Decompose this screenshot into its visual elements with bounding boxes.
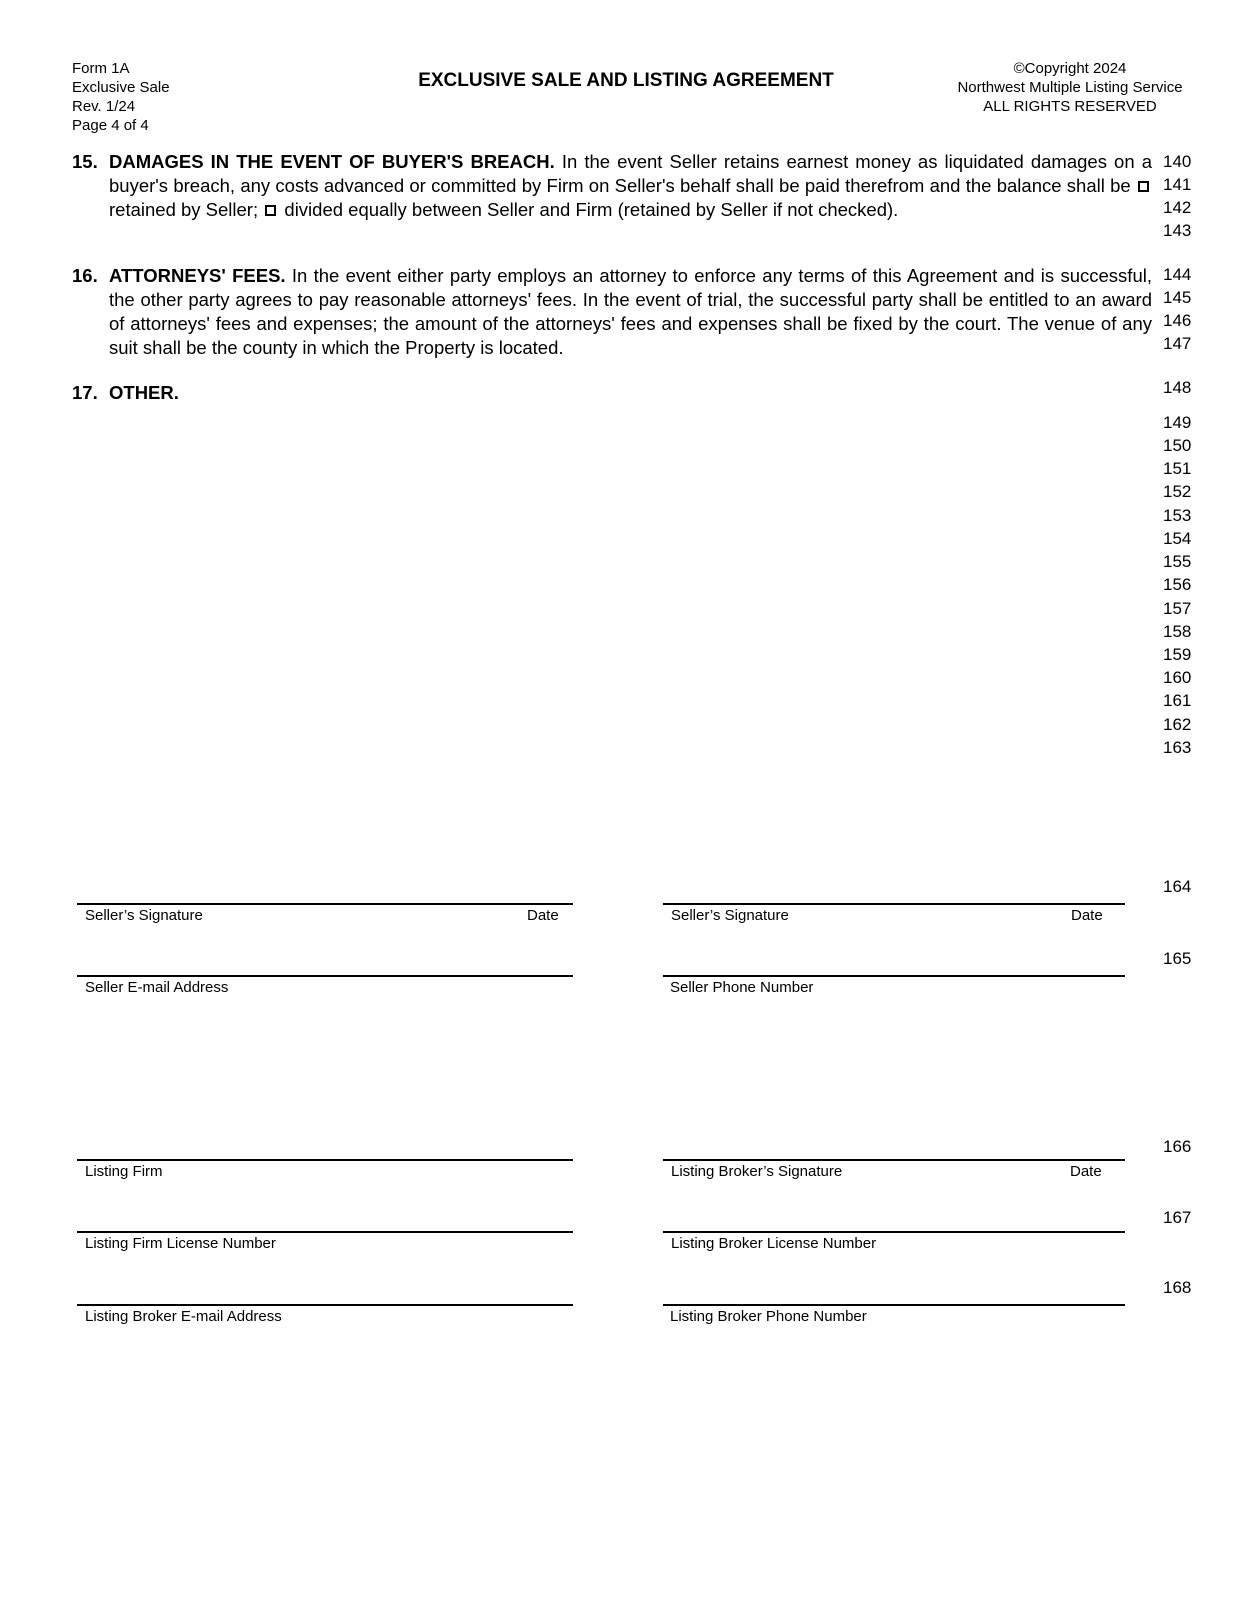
line-number: 147	[1163, 334, 1192, 353]
organization: Northwest Multiple Listing Service	[957, 79, 1183, 96]
seller-email-line[interactable]	[77, 975, 573, 977]
section-15	[72, 150, 1152, 222]
section-heading: ATTORNEYS' FEES.	[109, 265, 286, 286]
page-number: Page 4 of 4	[72, 117, 149, 134]
line-number: 149	[1163, 413, 1192, 432]
line-number: 150	[1163, 436, 1192, 455]
broker-license-line[interactable]	[663, 1231, 1125, 1233]
checkbox-retained-by-seller[interactable]	[1138, 181, 1149, 192]
seller-email-label: Seller E-mail Address	[85, 979, 229, 996]
section-16	[72, 264, 1152, 360]
line-number: 144	[1163, 265, 1192, 284]
listing-firm-line[interactable]	[77, 1159, 573, 1161]
section-body	[109, 381, 1152, 405]
section-17	[72, 381, 1152, 405]
line-number: 157	[1163, 599, 1192, 618]
broker-license-label: Listing Broker License Number	[671, 1235, 877, 1252]
seller-signature-line-2[interactable]	[663, 903, 1125, 905]
line-number: 158	[1163, 622, 1192, 641]
section-number: 17.	[72, 382, 98, 403]
line-number: 161	[1163, 691, 1192, 710]
checkbox-divided-equally[interactable]	[265, 205, 276, 216]
line-number: 152	[1163, 482, 1192, 501]
copyright: ©Copyright 2024	[1013, 60, 1127, 77]
rights-reserved: ALL RIGHTS RESERVED	[983, 98, 1157, 115]
line-number: 166	[1163, 1137, 1192, 1156]
section-number: 16.	[72, 265, 98, 286]
broker-email-line[interactable]	[77, 1304, 573, 1306]
date-label: Date	[527, 907, 559, 924]
seller-phone-label: Seller Phone Number	[670, 979, 814, 996]
line-number: 143	[1163, 221, 1192, 240]
line-number: 153	[1163, 506, 1192, 525]
option-label-divided: divided equally between Seller and Firm (retained by Seller if not checked).	[279, 199, 899, 220]
broker-phone-line[interactable]	[663, 1304, 1125, 1306]
line-number: 140	[1163, 152, 1192, 171]
date-label: Date	[1071, 907, 1103, 924]
section-heading: OTHER.	[109, 382, 179, 403]
listing-firm-label: Listing Firm	[85, 1163, 163, 1180]
form-type: Exclusive Sale	[72, 79, 170, 96]
form-revision: Rev. 1/24	[72, 98, 136, 115]
line-number: 165	[1163, 949, 1192, 968]
line-number: 160	[1163, 668, 1192, 687]
document-title: EXCLUSIVE SALE AND LISTING AGREEMENT	[418, 70, 834, 91]
line-number: 151	[1163, 459, 1192, 478]
line-number: 148	[1163, 378, 1192, 397]
section-heading: DAMAGES IN THE EVENT OF BUYER'S BREACH.	[109, 151, 555, 172]
line-number: 167	[1163, 1208, 1192, 1227]
line-number: 145	[1163, 288, 1192, 307]
section-text: In the event Seller retains earnest money as liquidated damages on a buyer's breach, any costs advanced or committed by Firm on Seller's behalf shall be paid therefrom and the balance shall be	[109, 151, 1152, 196]
form-number: Form 1A	[72, 60, 130, 77]
firm-license-line[interactable]	[77, 1231, 573, 1233]
broker-phone-label: Listing Broker Phone Number	[670, 1308, 867, 1325]
line-number: 162	[1163, 715, 1192, 734]
broker-signature-line[interactable]	[663, 1159, 1125, 1161]
line-number: 141	[1163, 175, 1192, 194]
section-number: 15.	[72, 151, 98, 172]
seller-signature-label: Seller’s Signature	[671, 907, 789, 924]
line-number: 146	[1163, 311, 1192, 330]
section-text: In the event either party employs an attorney to enforce any terms of this Agreement and is successful, the other party agrees to pay reasonable attorneys' fees. In the event of trial, the successful party shall be entitled to an award of attorneys' fees and expenses; the amount of the attorneys' fees and expenses shall be fixed by the court. The venue of any suit shall be the county in which the Property is located.	[109, 265, 1152, 358]
copyright-block	[920, 59, 1220, 116]
line-number: 159	[1163, 645, 1192, 664]
seller-phone-line[interactable]	[663, 975, 1125, 977]
line-number: 156	[1163, 575, 1192, 594]
seller-signature-label: Seller’s Signature	[85, 907, 203, 924]
date-label: Date	[1070, 1163, 1102, 1180]
line-number: 154	[1163, 529, 1192, 548]
line-number: 164	[1163, 877, 1192, 896]
section-body	[109, 150, 1152, 222]
firm-license-label: Listing Firm License Number	[85, 1235, 276, 1252]
seller-signature-line-1[interactable]	[77, 903, 573, 905]
line-number: 155	[1163, 552, 1192, 571]
option-label-retained: retained by Seller;	[109, 199, 264, 220]
line-number: 142	[1163, 198, 1192, 217]
section-body	[109, 264, 1152, 360]
broker-signature-label: Listing Broker’s Signature	[671, 1163, 843, 1180]
line-number: 163	[1163, 738, 1192, 757]
line-number: 168	[1163, 1278, 1192, 1297]
broker-email-label: Listing Broker E-mail Address	[85, 1308, 282, 1325]
